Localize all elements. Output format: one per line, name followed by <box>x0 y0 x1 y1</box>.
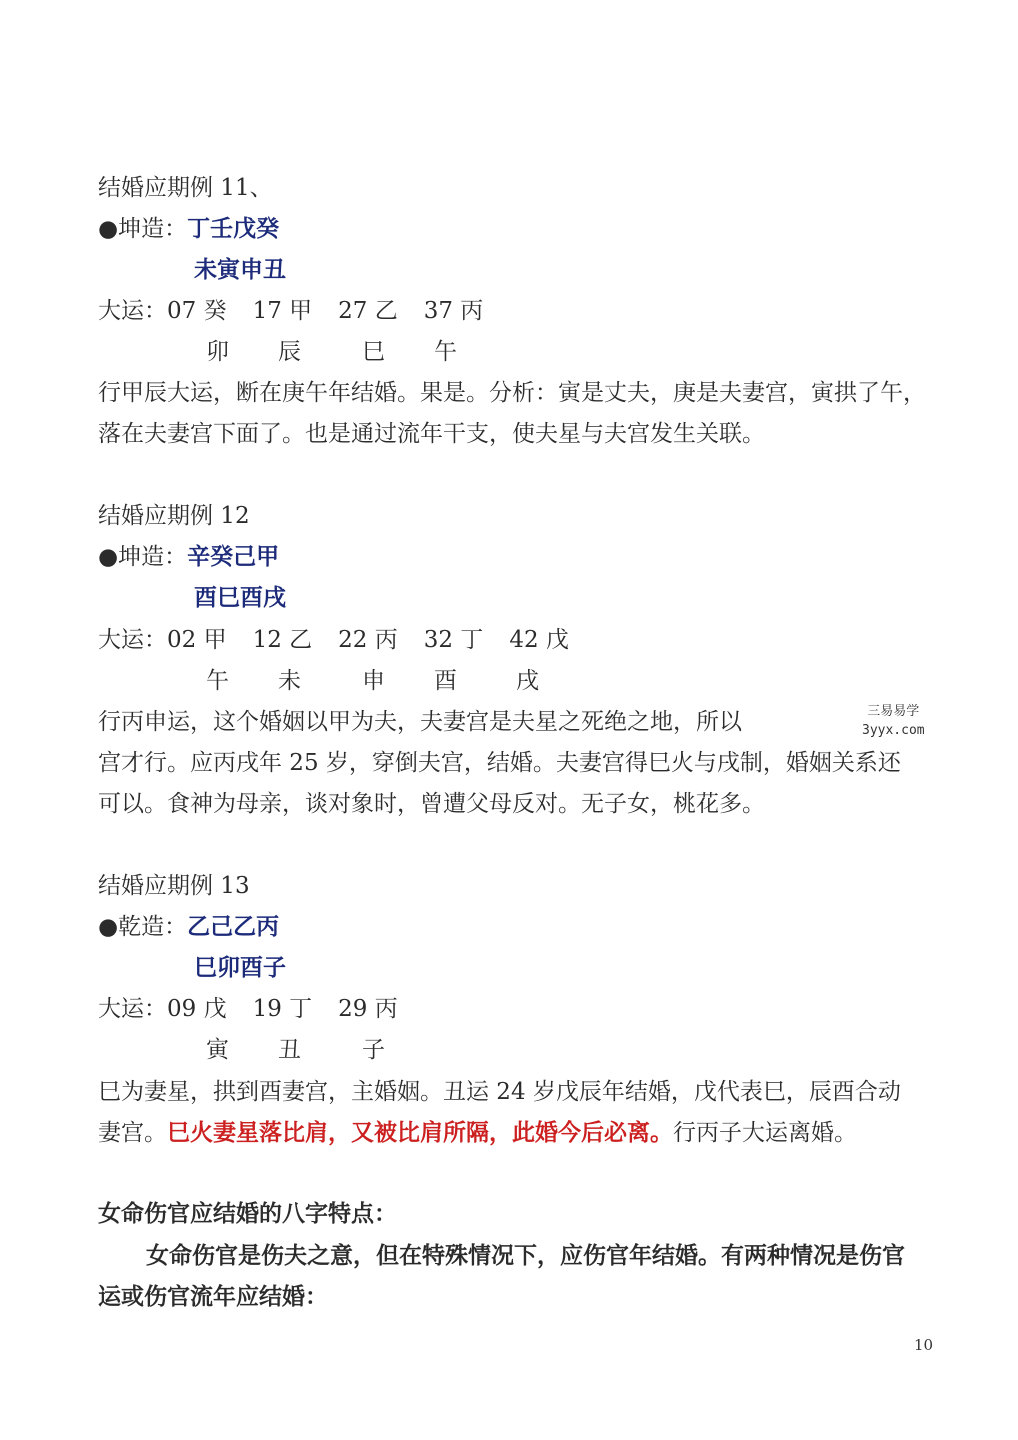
dayun-item: 29 丙 <box>338 996 398 1022</box>
example-13-heading: 结婚应期例 13 <box>98 873 250 899</box>
earthly-branches: 未寅申丑 <box>194 256 286 283</box>
watermark-url: 3yyx.com <box>862 723 925 738</box>
example-11-chart-stems-row <box>98 213 279 245</box>
dayun-item: 27 乙 <box>338 298 398 324</box>
dayun-item: 17 甲 <box>252 298 313 324</box>
dayun-item: 12 乙 <box>252 627 313 653</box>
dayun-branch: 丑 <box>278 1037 301 1063</box>
heavenly-stems: 乙己乙丙 <box>187 913 280 940</box>
dayun-label: 大运： <box>98 627 167 653</box>
dayun-item: 02 甲 <box>167 627 227 653</box>
analysis-text-with-highlight <box>98 1117 857 1149</box>
chart-label: ●乾造： <box>98 914 188 940</box>
section-paragraph: 运或伤官流年应结婚： <box>98 1283 328 1310</box>
dayun-branches-row <box>98 665 618 697</box>
analysis-text: 可以。食神为母亲，谈对象时，曾遭父母反对。无子女，桃花多。 <box>98 791 765 817</box>
chart-label: ●坤造： <box>98 216 188 242</box>
earthly-branches: 酉巳酉戌 <box>194 584 286 611</box>
dayun-row <box>98 295 483 327</box>
dayun-row <box>98 624 569 656</box>
analysis-text: 行丙子大运离婚。 <box>673 1120 857 1146</box>
dayun-row <box>98 993 398 1025</box>
heavenly-stems: 辛癸己甲 <box>187 543 280 570</box>
highlighted-conclusion: 巳火妻星落比肩，又被比肩所隔，此婚今后必离。 <box>167 1119 673 1146</box>
dayun-branch: 巳 <box>362 339 385 365</box>
dayun-branch: 卯 <box>206 339 229 365</box>
dayun-branches-row <box>98 1034 498 1066</box>
analysis-text: 行丙申运，这个婚姻以甲为夫，夫妻宫是夫星之死绝之地，所以 <box>98 709 742 735</box>
example-13-chart-stems-row <box>98 911 279 943</box>
dayun-item: 37 丙 <box>423 298 484 324</box>
example-12-heading: 结婚应期例 12 <box>98 503 250 529</box>
analysis-text: 行甲辰大运，断在庚午年结婚。果是。分析：寅是丈夫，庚是夫妻宫，寅拱了午， <box>98 380 926 406</box>
section-paragraph: 女命伤官是伤夫之意，但在特殊情况下，应伤官年结婚。有两种情况是伤官 <box>146 1242 905 1269</box>
dayun-branch: 辰 <box>278 339 301 365</box>
section-title: 女命伤官应结婚的八字特点： <box>98 1200 397 1227</box>
page-number: 10 <box>914 1336 934 1354</box>
dayun-branch: 酉 <box>434 668 457 694</box>
analysis-text: 妻宫。 <box>98 1120 167 1146</box>
heavenly-stems: 丁壬戊癸 <box>187 215 280 242</box>
example-11-heading: 结婚应期例 11、 <box>98 175 273 201</box>
dayun-branch: 戌 <box>516 668 539 694</box>
dayun-label: 大运： <box>98 298 167 324</box>
dayun-branch: 子 <box>362 1037 385 1063</box>
earthly-branches: 巳卯酉子 <box>194 954 286 981</box>
analysis-text: 落在夫妻宫下面了。也是通过流年干支，使夫星与夫宫发生关联。 <box>98 421 765 447</box>
dayun-label: 大运： <box>98 996 167 1022</box>
dayun-branch: 申 <box>362 668 385 694</box>
dayun-item: 32 丁 <box>423 627 484 653</box>
dayun-branch: 未 <box>278 668 301 694</box>
analysis-text: 巳为妻星，拱到酉妻宫，主婚姻。丑运 24 岁戊辰年结婚，戊代表巳，辰酉合动 <box>98 1079 901 1105</box>
dayun-item: 09 戊 <box>167 996 227 1022</box>
dayun-branch: 寅 <box>206 1037 229 1063</box>
watermark-name: 三易易学 <box>867 704 920 719</box>
dayun-item: 07 癸 <box>167 298 227 324</box>
dayun-branch: 午 <box>434 339 457 365</box>
dayun-item: 22 丙 <box>338 627 398 653</box>
site-watermark <box>858 700 929 742</box>
dayun-item: 19 丁 <box>252 996 313 1022</box>
example-12-chart-stems-row <box>98 541 279 573</box>
dayun-branches-row <box>98 336 598 368</box>
dayun-item: 42 戊 <box>509 627 569 653</box>
analysis-text: 宫才行。应丙戌年 25 岁，穿倒夫宫，结婚。夫妻宫得巳火与戌制，婚姻关系还 <box>98 750 901 776</box>
dayun-branch: 午 <box>206 668 229 694</box>
chart-label: ●坤造： <box>98 544 188 570</box>
